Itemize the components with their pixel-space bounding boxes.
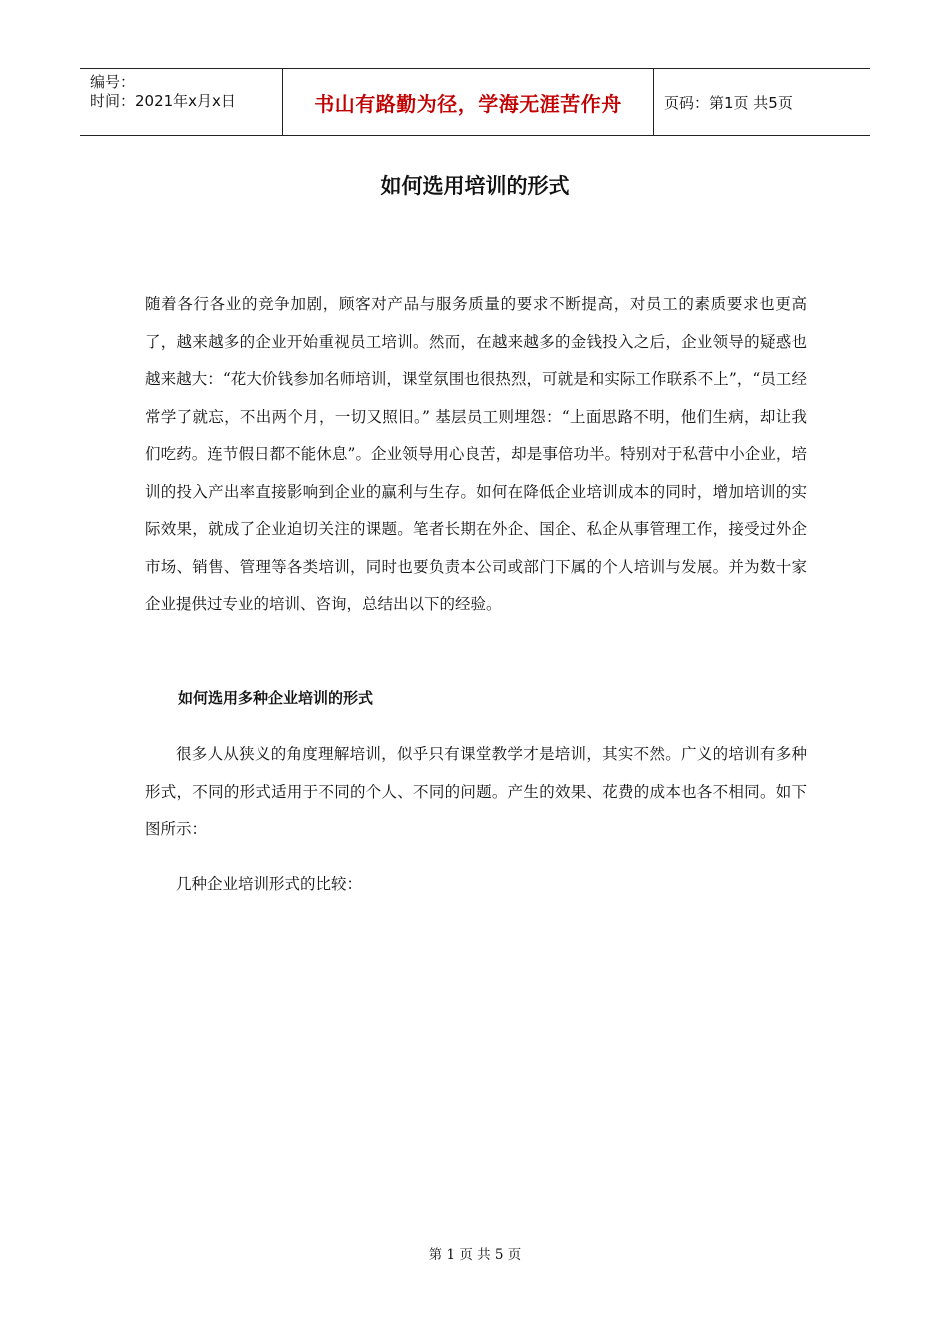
document-number-label: 编号： xyxy=(90,73,136,91)
section-heading: 如何选用多种企业培训的形式 xyxy=(178,689,374,707)
header-meta-cell xyxy=(80,69,282,135)
document-title: 如何选用培训的形式 xyxy=(380,174,570,198)
header-page-info: 页码：第1页 共5页 xyxy=(664,93,793,112)
document-date-label: 时间：2021年x月x日 xyxy=(90,92,236,110)
section-paragraph: 很多人从狭义的角度理解培训，似乎只有课堂教学才是培训，其实不然。广义的培训有多种形式，不同的形式适用于不同的个人、不同的问题。产生的效果、花费的成本也各不相同。如下图所示： xyxy=(145,745,807,838)
page-footer: 第 1 页 共 5 页 xyxy=(428,1247,522,1263)
intro-paragraph: 随着各行各业的竞争加剧，顾客对产品与服务质量的要求不断提高，对员工的素质要求也更高了，越来越多的企业开始重视员工培训。然而，在越来越多的金钱投入之后，企业领导的疑惑也越来越大：“花大价钱参加名师培训，课堂氛围也很热烈，可就是和实际工作联系不上”，“员工经常学了就忘，不出两个月，一切又照旧。” 基层员工则埋怨：“上面思路不明，他们生病，却让我们吃药。连节假日都不能休息”。企业领导用心良苦，却是事倍功半。特别对于私营中小企业，培训的投入产出率直接影响到企业的赢利与生存。如何在降低企业培训成本的同时，增加培训的实际效果，就成了企业迫切关注的课题。笔者长期在外企、国企、私企从事管理工作，接受过外企市场、销售、管理等各类培训，同时也要负责本公司或部门下属的个人培训与发展。并为数十家企业提供过专业的培训、咨询，总结出以下的经验。 xyxy=(145,295,807,613)
comparison-caption: 几种企业培训形式的比较： xyxy=(176,875,363,893)
document-header xyxy=(80,68,870,136)
header-motto: 书山有路勤为径，学海无涯苦作舟 xyxy=(282,69,654,135)
